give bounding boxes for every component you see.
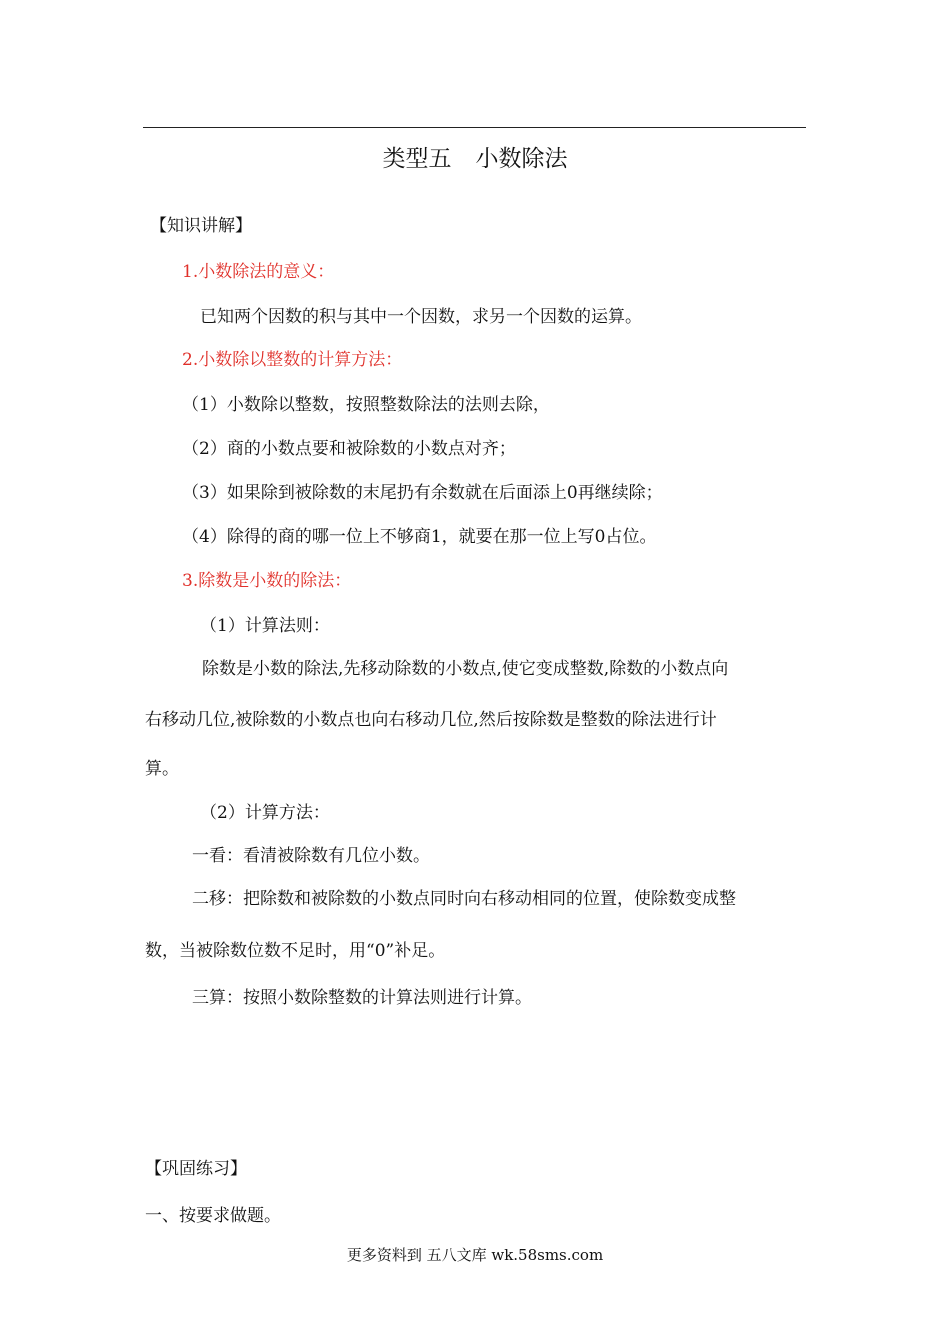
section-2-title: 2.小数除以整数的计算方法： [182, 350, 403, 370]
section-2-item: （1）小数除以整数，按照整数除法的法则去除， [182, 395, 550, 415]
practice-heading: 【巩固练习】 [145, 1159, 247, 1179]
calc-rule-line: 除数是小数的除法,先移动除数的小数点,使它变成整数,除数的小数点向 [202, 659, 729, 679]
knowledge-heading: 【知识讲解】 [150, 216, 252, 236]
title-part-2: 小数除法 [475, 146, 568, 172]
header-rule [143, 127, 806, 128]
practice-question-1: 一、按要求做题。 [145, 1206, 281, 1226]
calc-rule-label: （1）计算法则： [200, 616, 330, 636]
section-1-body: 已知两个因数的积与其中一个因数，求另一个因数的运算。 [200, 307, 642, 327]
section-1-title: 1.小数除法的意义： [182, 262, 335, 282]
section-2-item: （3）如果除到被除数的末尾扔有余数就在后面添上0再继续除； [182, 483, 663, 503]
step-look: 一看：看清被除数有几位小数。 [192, 846, 430, 866]
title-part-1: 类型五 [382, 146, 452, 172]
page-title [0, 140, 950, 173]
section-3-title: 3.除数是小数的除法： [182, 571, 352, 591]
step-move-line: 数，当被除数位数不足时，用“0”补足。 [145, 941, 446, 961]
step-calc: 三算：按照小数除整数的计算法则进行计算。 [192, 988, 532, 1008]
calc-method-label: （2）计算方法： [200, 803, 330, 823]
footer-text: 更多资料到 五八文库 wk.58sms.com [346, 1246, 604, 1264]
calc-rule-line: 算。 [145, 759, 179, 779]
section-2-item: （4）除得的商的哪一位上不够商1，就要在那一位上写0占位。 [182, 527, 657, 547]
section-2-item: （2）商的小数点要和被除数的小数点对齐； [182, 439, 516, 459]
step-move-line: 二移：把除数和被除数的小数点同时向右移动相同的位置，使除数变成整 [192, 889, 736, 909]
calc-rule-line: 右移动几位,被除数的小数点也向右移动几位,然后按除数是整数的除法进行计 [145, 710, 717, 730]
